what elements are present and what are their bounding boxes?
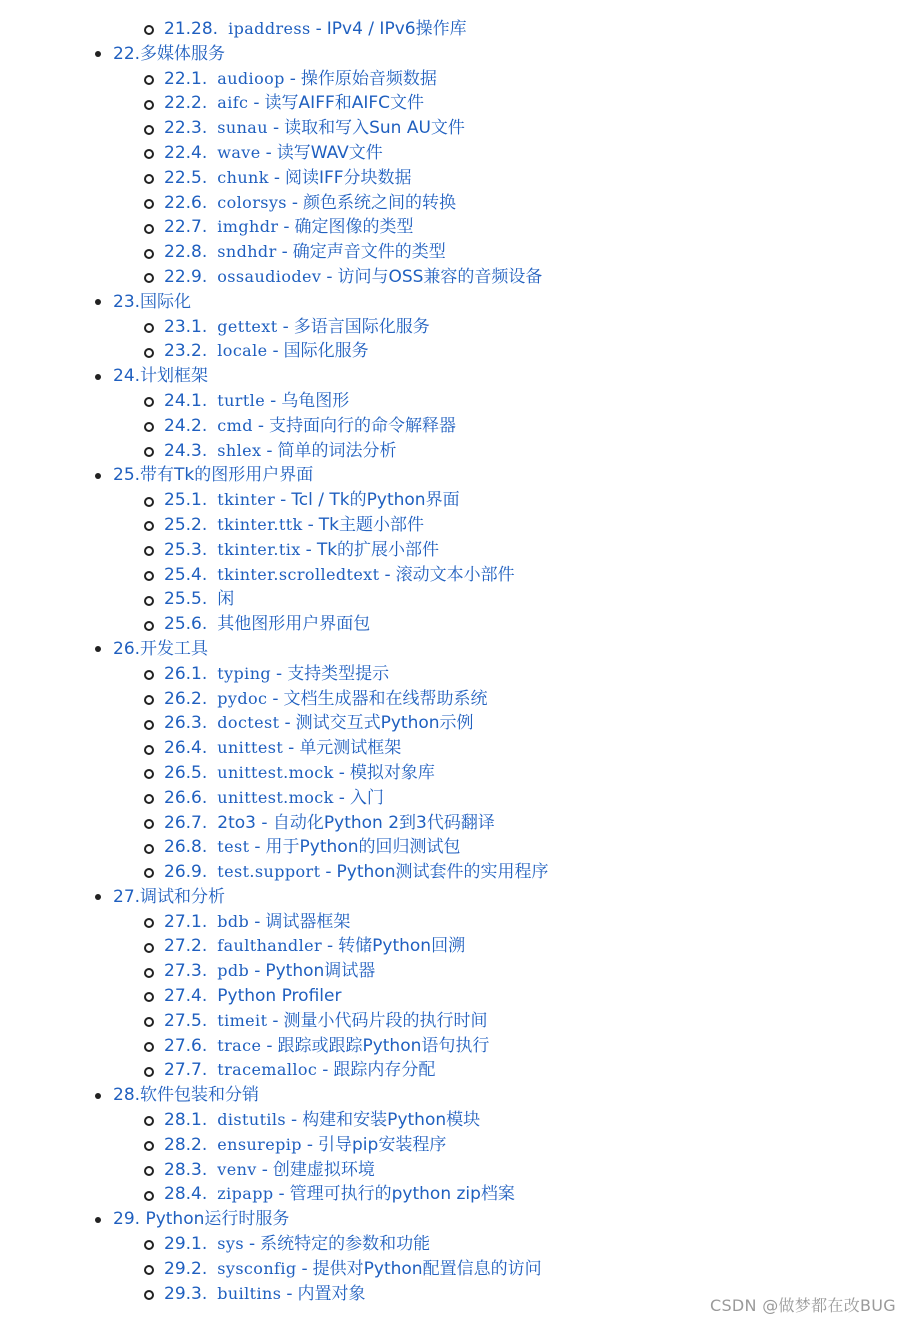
list-item[interactable] bbox=[0, 563, 910, 588]
item-description[interactable]: 国际化服务 bbox=[283, 341, 369, 362]
item-description[interactable]: Python测试套件的实用程序 bbox=[336, 862, 549, 883]
item-description[interactable]: 2to3 - 自动化Python 2到3代码翻译 bbox=[217, 812, 495, 833]
separator: - bbox=[266, 440, 273, 461]
item-number: 22.2. bbox=[164, 93, 208, 114]
module-name[interactable]: shlex bbox=[217, 440, 262, 460]
table-of-contents bbox=[0, 17, 910, 1306]
circle-bullet-icon bbox=[144, 422, 154, 432]
separator: - bbox=[272, 1010, 279, 1031]
separator: - bbox=[289, 68, 296, 89]
item-description[interactable]: Tk主题小部件 bbox=[318, 514, 425, 535]
list-item[interactable] bbox=[0, 1108, 910, 1133]
separator: - bbox=[384, 564, 391, 585]
separator: - bbox=[254, 911, 261, 932]
module-name[interactable]: typing bbox=[217, 663, 272, 683]
separator: - bbox=[327, 936, 334, 957]
item-description[interactable]: 读写AIFF和AIFC文件 bbox=[264, 93, 425, 114]
circle-bullet-icon bbox=[144, 695, 154, 705]
section-title[interactable]: 24.计划框架 bbox=[113, 366, 209, 387]
module-name[interactable]: locale bbox=[217, 341, 268, 361]
item-number: 22.6. bbox=[164, 192, 208, 213]
list-item[interactable] bbox=[0, 959, 910, 984]
item-description[interactable]: Python调试器 bbox=[265, 961, 376, 982]
circle-bullet-icon bbox=[144, 249, 154, 259]
item-number: 26.4. bbox=[164, 738, 208, 759]
bullet-icon bbox=[95, 646, 101, 652]
list-item[interactable] bbox=[0, 240, 910, 265]
item-number: 26.1. bbox=[164, 663, 208, 684]
module-name[interactable]: unittest.mock bbox=[217, 762, 334, 782]
module-name[interactable]: tkinter.ttk bbox=[217, 514, 303, 534]
item-description[interactable]: Python Profiler bbox=[217, 986, 342, 1007]
circle-bullet-icon bbox=[144, 868, 154, 878]
circle-bullet-icon bbox=[144, 844, 154, 854]
list-item[interactable] bbox=[0, 488, 910, 513]
circle-bullet-icon bbox=[144, 769, 154, 779]
separator: - bbox=[276, 663, 283, 684]
circle-bullet-icon bbox=[144, 745, 154, 755]
item-description[interactable]: 文档生成器和在线帮助系统 bbox=[283, 688, 488, 709]
module-name[interactable]: doctest bbox=[217, 713, 280, 733]
separator: - bbox=[248, 1234, 256, 1255]
item-number: 27.3. bbox=[164, 961, 208, 982]
item-description[interactable]: 乌龟图形 bbox=[281, 390, 350, 411]
section-heading[interactable] bbox=[0, 290, 910, 315]
separator: - bbox=[254, 961, 261, 982]
section-title[interactable]: 26.开发工具 bbox=[113, 638, 209, 659]
separator: - bbox=[307, 514, 314, 535]
list-item[interactable] bbox=[0, 389, 910, 414]
list-item[interactable] bbox=[0, 166, 910, 191]
circle-bullet-icon bbox=[144, 149, 154, 159]
circle-bullet-icon bbox=[144, 75, 154, 85]
list-item[interactable] bbox=[0, 761, 910, 786]
item-number: 21.28. bbox=[164, 19, 219, 39]
circle-bullet-icon bbox=[144, 943, 154, 953]
item-number: 25.2. bbox=[164, 514, 208, 535]
item-number: 22.3. bbox=[164, 118, 208, 139]
item-number: 27.5. bbox=[164, 1010, 208, 1031]
separator: - bbox=[322, 1060, 329, 1081]
module-name[interactable]: unittest bbox=[217, 738, 284, 758]
module-name[interactable]: imghdr bbox=[217, 217, 279, 237]
item-number: 24.2. bbox=[164, 415, 208, 436]
list-item[interactable] bbox=[0, 984, 910, 1009]
item-number: 26.6. bbox=[164, 787, 208, 808]
item-number: 25.6. bbox=[164, 614, 208, 635]
item-number: 29.3. bbox=[164, 1283, 208, 1304]
item-description[interactable]: 读取和写入Sun AU文件 bbox=[284, 118, 465, 139]
module-name[interactable]: ipaddress bbox=[228, 19, 311, 38]
item-description[interactable]: 跟踪内存分配 bbox=[333, 1060, 436, 1081]
list-item[interactable] bbox=[0, 662, 910, 687]
item-number: 23.1. bbox=[164, 316, 208, 337]
separator: - bbox=[291, 1110, 298, 1131]
bullet-icon bbox=[95, 51, 101, 57]
circle-bullet-icon bbox=[144, 100, 154, 110]
module-name[interactable]: tkinter bbox=[217, 490, 276, 510]
module-name[interactable]: sunau bbox=[217, 118, 268, 138]
separator: - bbox=[265, 142, 272, 163]
item-number: 27.4. bbox=[164, 986, 208, 1007]
separator: - bbox=[253, 93, 260, 114]
item-number: 22.1. bbox=[164, 68, 208, 89]
item-number: 22.4. bbox=[164, 142, 208, 163]
module-name[interactable]: test.support bbox=[217, 862, 321, 882]
module-name[interactable]: colorsys bbox=[217, 192, 287, 212]
separator: - bbox=[325, 862, 332, 883]
circle-bullet-icon bbox=[144, 670, 154, 680]
list-item[interactable] bbox=[0, 513, 910, 538]
circle-bullet-icon bbox=[144, 1141, 154, 1151]
circle-bullet-icon bbox=[144, 1290, 154, 1300]
item-description[interactable]: 支持类型提示 bbox=[287, 663, 390, 684]
list-item[interactable] bbox=[0, 736, 910, 761]
list-item[interactable] bbox=[0, 934, 910, 959]
bullet-icon bbox=[95, 473, 101, 479]
module-name[interactable]: aifc bbox=[217, 93, 249, 113]
item-description[interactable]: 支持面向行的命令解释器 bbox=[268, 415, 456, 436]
module-name[interactable]: builtins bbox=[217, 1283, 282, 1303]
module-name[interactable]: wave bbox=[217, 142, 261, 162]
separator: - bbox=[257, 415, 264, 436]
item-number: 22.9. bbox=[164, 266, 208, 287]
item-description[interactable]: 用于Python的回归测试包 bbox=[265, 837, 461, 858]
module-name[interactable]: sndhdr bbox=[217, 242, 277, 262]
module-name[interactable]: gettext bbox=[217, 316, 278, 336]
item-description[interactable]: 读写WAV文件 bbox=[276, 142, 383, 163]
circle-bullet-icon bbox=[144, 199, 154, 209]
item-description[interactable]: 调试器框架 bbox=[265, 911, 351, 932]
list-item[interactable] bbox=[0, 1009, 910, 1034]
list-item[interactable] bbox=[0, 1232, 910, 1257]
circle-bullet-icon bbox=[144, 1265, 154, 1275]
section-title[interactable]: 27.调试和分析 bbox=[113, 886, 226, 907]
section-title[interactable]: 22.多媒体服务 bbox=[113, 43, 226, 64]
item-description[interactable]: 闲 bbox=[217, 589, 235, 610]
list-item[interactable] bbox=[0, 116, 910, 141]
separator: - bbox=[254, 837, 261, 858]
item-description[interactable]: 入门 bbox=[349, 787, 384, 808]
module-name[interactable]: tkinter.tix bbox=[217, 539, 301, 559]
item-description[interactable]: IPv4 / IPv6操作库 bbox=[326, 19, 467, 39]
item-description[interactable]: 构建和安装Python模块 bbox=[302, 1110, 481, 1131]
circle-bullet-icon bbox=[144, 794, 154, 804]
module-name[interactable]: audioop bbox=[217, 68, 285, 88]
item-number: 25.1. bbox=[164, 490, 208, 511]
circle-bullet-icon bbox=[144, 348, 154, 358]
circle-bullet-icon bbox=[144, 968, 154, 978]
item-description[interactable]: 跟踪或跟踪Python语句执行 bbox=[277, 1035, 490, 1056]
separator: - bbox=[278, 1184, 285, 1205]
section-heading[interactable] bbox=[0, 637, 910, 662]
separator: - bbox=[315, 19, 322, 39]
circle-bullet-icon bbox=[144, 125, 154, 135]
module-name[interactable]: sys bbox=[217, 1234, 244, 1254]
list-item[interactable] bbox=[0, 538, 910, 563]
item-description[interactable]: 其他图形用户界面包 bbox=[217, 614, 371, 635]
bullet-icon bbox=[95, 1093, 101, 1099]
item-number: 22.7. bbox=[164, 217, 208, 238]
separator: - bbox=[272, 688, 279, 709]
module-name[interactable]: timeit bbox=[217, 1010, 268, 1030]
item-description[interactable]: 访问与OSS兼容的音频设备 bbox=[337, 266, 543, 287]
module-name[interactable]: distutils bbox=[217, 1110, 287, 1130]
circle-bullet-icon bbox=[144, 992, 154, 1002]
item-description[interactable]: 测量小代码片段的执行时间 bbox=[283, 1010, 488, 1031]
separator: - bbox=[288, 738, 295, 759]
module-name[interactable]: turtle bbox=[217, 390, 266, 410]
list-item[interactable] bbox=[0, 414, 910, 439]
circle-bullet-icon bbox=[144, 25, 154, 35]
circle-bullet-icon bbox=[144, 1067, 154, 1077]
item-description[interactable]: 引导pip安装程序 bbox=[318, 1134, 447, 1155]
circle-bullet-icon bbox=[144, 397, 154, 407]
item-description[interactable]: 阅读IFF分块数据 bbox=[284, 167, 412, 188]
item-description[interactable]: 简单的词法分析 bbox=[277, 440, 397, 461]
item-number: 25.3. bbox=[164, 539, 208, 560]
module-name[interactable]: zipapp bbox=[217, 1184, 274, 1204]
list-item[interactable] bbox=[0, 215, 910, 240]
list-item[interactable] bbox=[0, 711, 910, 736]
list-item[interactable] bbox=[0, 339, 910, 364]
item-number: 27.1. bbox=[164, 911, 208, 932]
separator: - bbox=[338, 762, 345, 783]
circle-bullet-icon bbox=[144, 447, 154, 457]
section-heading[interactable] bbox=[0, 463, 910, 488]
circle-bullet-icon bbox=[144, 323, 154, 333]
item-description[interactable]: 创建虚拟环境 bbox=[272, 1159, 375, 1180]
item-number: 24.3. bbox=[164, 440, 208, 461]
module-name[interactable]: venv bbox=[217, 1159, 257, 1179]
circle-bullet-icon bbox=[144, 1166, 154, 1176]
separator: - bbox=[284, 713, 291, 734]
separator: - bbox=[266, 1035, 273, 1056]
module-name[interactable]: tracemalloc bbox=[217, 1060, 318, 1080]
section-heading[interactable] bbox=[0, 885, 910, 910]
item-number: 28.1. bbox=[164, 1110, 208, 1131]
circle-bullet-icon bbox=[144, 273, 154, 283]
list-item[interactable] bbox=[0, 1034, 910, 1059]
item-description[interactable]: 系统特定的参数和功能 bbox=[260, 1234, 431, 1255]
section-heading[interactable] bbox=[0, 42, 910, 67]
module-name[interactable]: trace bbox=[217, 1035, 262, 1055]
circle-bullet-icon bbox=[144, 1042, 154, 1052]
circle-bullet-icon bbox=[144, 596, 154, 606]
circle-bullet-icon bbox=[144, 1116, 154, 1126]
separator: - bbox=[281, 242, 288, 263]
module-name[interactable]: cmd bbox=[217, 415, 253, 435]
list-item[interactable] bbox=[0, 1058, 910, 1083]
item-description[interactable]: 颜色系统之间的转换 bbox=[303, 192, 457, 213]
item-number: 22.8. bbox=[164, 242, 208, 263]
circle-bullet-icon bbox=[144, 521, 154, 531]
list-item[interactable] bbox=[0, 587, 910, 612]
circle-bullet-icon bbox=[144, 1240, 154, 1250]
list-item[interactable] bbox=[0, 1257, 910, 1282]
item-description[interactable]: 转储Python回溯 bbox=[338, 936, 466, 957]
watermark: CSDN @做梦都在改BUG bbox=[710, 1296, 896, 1315]
list-item[interactable] bbox=[0, 315, 910, 340]
circle-bullet-icon bbox=[144, 1017, 154, 1027]
circle-bullet-icon bbox=[144, 1191, 154, 1201]
list-item[interactable] bbox=[0, 91, 910, 116]
item-number: 26.9. bbox=[164, 862, 208, 883]
module-name[interactable]: pydoc bbox=[217, 688, 268, 708]
module-name[interactable]: test bbox=[217, 837, 250, 857]
separator: - bbox=[282, 316, 289, 337]
list-item[interactable] bbox=[0, 141, 910, 166]
module-name[interactable]: ensurepip bbox=[217, 1134, 302, 1154]
item-description[interactable]: 模拟对象库 bbox=[349, 762, 435, 783]
list-item[interactable] bbox=[0, 1133, 910, 1158]
separator: - bbox=[291, 192, 299, 213]
item-number: 28.4. bbox=[164, 1184, 208, 1205]
separator: - bbox=[306, 1134, 314, 1155]
item-number: 27.6. bbox=[164, 1035, 208, 1056]
separator: - bbox=[273, 167, 280, 188]
section-heading[interactable] bbox=[0, 364, 910, 389]
separator: - bbox=[301, 1258, 308, 1279]
list-item[interactable] bbox=[0, 612, 910, 637]
bullet-icon bbox=[95, 894, 101, 900]
module-name[interactable]: chunk bbox=[217, 167, 269, 187]
item-description[interactable]: 内置对象 bbox=[297, 1283, 366, 1304]
separator: - bbox=[286, 1283, 293, 1304]
separator: - bbox=[270, 390, 277, 411]
item-description[interactable]: 多语言国际化服务 bbox=[293, 316, 430, 337]
list-item[interactable] bbox=[0, 835, 910, 860]
section-title[interactable]: 28.软件包装和分销 bbox=[113, 1085, 260, 1106]
separator: - bbox=[283, 217, 290, 238]
item-number: 24.1. bbox=[164, 390, 208, 411]
bullet-icon bbox=[95, 299, 101, 305]
section-title[interactable]: 25.带有Tk的图形用户界面 bbox=[113, 465, 314, 486]
circle-bullet-icon bbox=[144, 546, 154, 556]
item-description[interactable]: 测试交互式Python示例 bbox=[295, 713, 474, 734]
section-title[interactable]: 23.国际化 bbox=[113, 291, 192, 312]
list-item[interactable] bbox=[0, 811, 910, 836]
circle-bullet-icon bbox=[144, 918, 154, 928]
item-description[interactable]: 操作原始音频数据 bbox=[300, 68, 437, 89]
item-description[interactable]: Tcl / Tk的Python界面 bbox=[291, 490, 460, 511]
list-item[interactable] bbox=[0, 786, 910, 811]
item-number: 23.2. bbox=[164, 341, 208, 362]
list-item[interactable] bbox=[0, 1158, 910, 1183]
item-number: 29.1. bbox=[164, 1234, 208, 1255]
item-description[interactable]: 滚动文本小部件 bbox=[395, 564, 515, 585]
item-number: 25.5. bbox=[164, 589, 208, 610]
item-number: 26.2. bbox=[164, 688, 208, 709]
module-name[interactable]: bdb bbox=[217, 911, 250, 931]
item-number: 28.2. bbox=[164, 1134, 208, 1155]
list-item[interactable] bbox=[0, 860, 910, 885]
separator: - bbox=[272, 341, 279, 362]
separator: - bbox=[326, 266, 333, 287]
list-item[interactable] bbox=[0, 265, 910, 290]
module-name[interactable]: tkinter.scrolledtext bbox=[217, 564, 380, 584]
item-number: 25.4. bbox=[164, 564, 208, 585]
list-item[interactable] bbox=[0, 17, 910, 42]
item-number: 27.2. bbox=[164, 936, 208, 957]
circle-bullet-icon bbox=[144, 571, 154, 581]
item-number: 26.5. bbox=[164, 762, 208, 783]
separator: - bbox=[305, 539, 312, 560]
item-description[interactable]: Tk的扩展小部件 bbox=[316, 539, 440, 560]
separator: - bbox=[261, 1159, 268, 1180]
item-description[interactable]: 管理可执行的python zip档案 bbox=[289, 1184, 515, 1205]
module-name[interactable]: ossaudiodev bbox=[217, 266, 322, 286]
item-description[interactable]: 确定声音文件的类型 bbox=[292, 242, 446, 263]
circle-bullet-icon bbox=[144, 224, 154, 234]
separator: - bbox=[338, 787, 345, 808]
item-number: 26.8. bbox=[164, 837, 208, 858]
item-number: 26.3. bbox=[164, 713, 208, 734]
module-name[interactable]: pdb bbox=[217, 961, 250, 981]
item-number: 28.3. bbox=[164, 1159, 208, 1180]
module-name[interactable]: unittest.mock bbox=[217, 787, 334, 807]
separator: - bbox=[280, 490, 287, 511]
list-item[interactable] bbox=[0, 1182, 910, 1207]
item-number: 26.7. bbox=[164, 812, 208, 833]
circle-bullet-icon bbox=[144, 174, 154, 184]
circle-bullet-icon bbox=[144, 720, 154, 730]
bullet-icon bbox=[95, 1217, 101, 1223]
list-item[interactable] bbox=[0, 67, 910, 92]
list-item[interactable] bbox=[0, 191, 910, 216]
item-description[interactable]: 确定图像的类型 bbox=[294, 217, 414, 238]
item-number: 22.5. bbox=[164, 167, 208, 188]
circle-bullet-icon bbox=[144, 497, 154, 507]
module-name[interactable]: sysconfig bbox=[217, 1258, 297, 1278]
separator: - bbox=[272, 118, 280, 139]
item-description[interactable]: 单元测试框架 bbox=[299, 738, 402, 759]
bullet-icon bbox=[95, 374, 101, 380]
section-heading[interactable] bbox=[0, 1207, 910, 1232]
list-item[interactable] bbox=[0, 439, 910, 464]
section-heading[interactable] bbox=[0, 1083, 910, 1108]
item-number: 27.7. bbox=[164, 1060, 208, 1081]
item-number: 29.2. bbox=[164, 1258, 208, 1279]
module-name[interactable]: faulthandler bbox=[217, 936, 323, 956]
list-item[interactable] bbox=[0, 687, 910, 712]
list-item[interactable] bbox=[0, 910, 910, 935]
circle-bullet-icon bbox=[144, 819, 154, 829]
section-title[interactable]: 29. Python运行时服务 bbox=[113, 1209, 290, 1230]
circle-bullet-icon bbox=[144, 621, 154, 631]
item-description[interactable]: 提供对Python配置信息的访问 bbox=[312, 1258, 542, 1279]
